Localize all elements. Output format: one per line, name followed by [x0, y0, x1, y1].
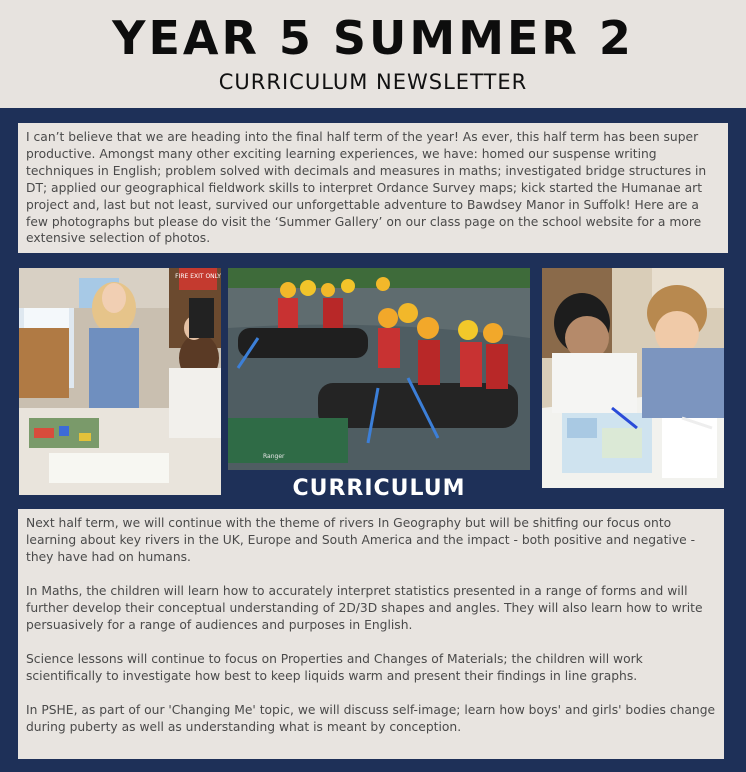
- curriculum-heading: CURRICULUM: [292, 476, 466, 501]
- maths-paragraph: In Maths, the children will learn how to accurately interpret statistics presented in a range of forms and will further develop their conceptual understanding of 2D/3D shapes and angles. They will also learn how to write persuasively for a range of audiences and purposes in English.: [26, 584, 703, 632]
- curriculum-panel: [18, 509, 724, 759]
- intro-panel: [18, 123, 728, 253]
- geography-paragraph: Next half term, we will continue with the theme of rivers In Geography but will be shitfing our focus onto learning about key rivers in the UK, Europe and South America and the impact - both positive and negative - they have had on humans.: [26, 516, 696, 564]
- pshe-paragraph: In PSHE, as part of our 'Changing Me' topic, we will discuss self-image; learn how boys' and girls' bodies change during puberty as well as understanding what is meant by conception.: [26, 703, 716, 734]
- science-paragraph: Science lessons will continue to focus on Properties and Changes of Materials; the children will work scientifically to investigate how best to keep liquids warm and present their findings in line graphs.: [26, 652, 643, 683]
- classroom-photo: [19, 268, 221, 495]
- rafting-photo: [228, 268, 530, 470]
- boat-label: Ranger: [263, 453, 285, 460]
- newsletter-header: [0, 0, 746, 108]
- page-title: YEAR 5 SUMMER 2: [112, 11, 634, 65]
- intro-text: I can’t believe that we are heading into the final half term of the year! As ever, this half term has been super productive. Amongst many other exciting learning experiences, we have: homed our suspense writing techniques in English; problem solved with decimals and measures in maths; investigated bridge structures in DT; applied our geographical fieldwork skills to interpret Ordance Survey maps; kick started the Humanae art project and, last but not least, survived our unforgettable adventure to Bawdsey Manor in Suffolk! Here are a few photographs but please do visit the ‘Summer Gallery’ on our class page on the school website for a more extensive selection of photos.: [26, 130, 707, 246]
- fire-exit-sign: FIRE EXIT ONLY: [175, 273, 221, 280]
- page-subtitle: CURRICULUM NEWSLETTER: [218, 70, 528, 94]
- map-work-photo: [542, 268, 724, 488]
